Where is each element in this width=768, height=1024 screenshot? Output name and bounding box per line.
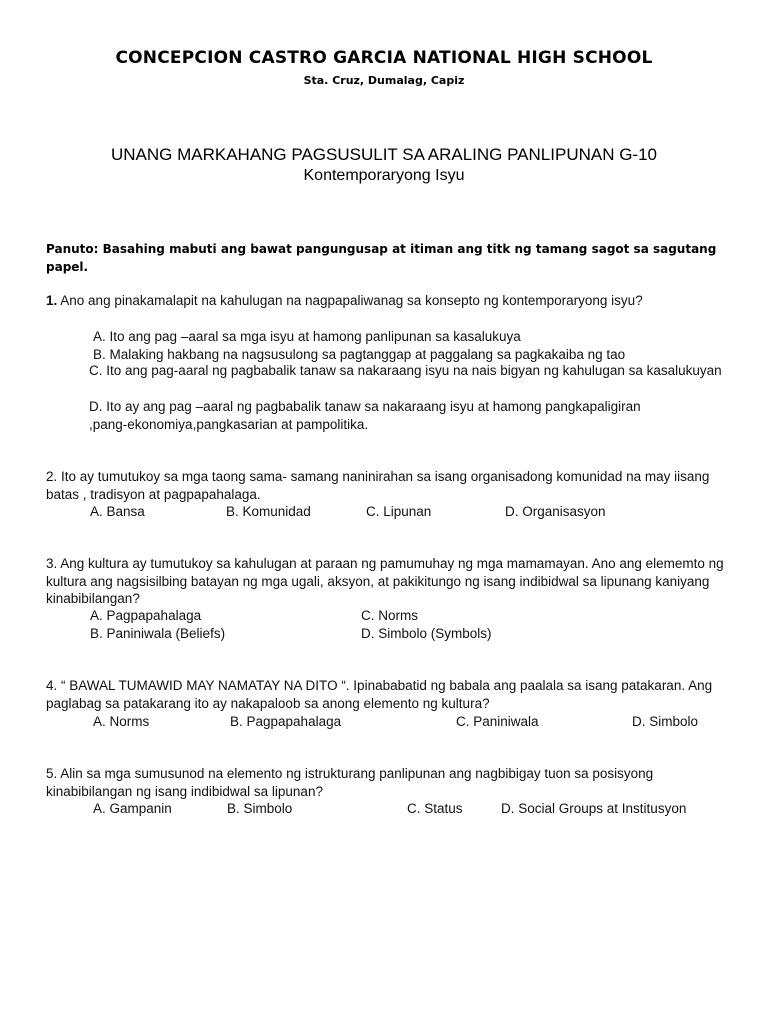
question-text: Ang kultura ay tumutukoy sa kahulugan at paraan ng pamumuhay ng mga mamamayan. Ano ang elememto ng kultura ang nagsisilbing batayan ng mga ugali, aksyon, at pakikitungo ng isang indibidwal sa lipunang kaniyang kinabibilangan?	[46, 556, 724, 606]
question-number: 4.	[46, 678, 58, 693]
question-number: 5.	[46, 766, 58, 781]
exam-subtitle: Kontemporaryong Isyu	[303, 167, 465, 184]
question-2	[46, 468, 730, 503]
question-4-option-c: C. Paniniwala	[456, 714, 539, 729]
question-2-option-c: C. Lipunan	[366, 504, 432, 519]
question-3-option-b: B. Paniniwala (Beliefs)	[90, 626, 226, 641]
question-number: 1.	[46, 293, 58, 308]
question-1-option-a: A. Ito ang pag –aaral sa mga isyu at hamong panlipunan sa kasalukuya	[93, 329, 521, 344]
question-number: 3.	[46, 556, 58, 571]
question-3-option-a: A. Pagpapahalaga	[90, 608, 202, 623]
question-5-option-d: D. Social Groups at Institusyon	[501, 801, 687, 816]
question-text: Alin sa mga sumusunod na elemento ng istrukturang panlipunan ang nagbibigay tuon sa posisyong kinabibilangan ng isang indibidwal sa lipunan?	[46, 766, 654, 799]
question-2-option-d: D. Organisasyon	[505, 504, 606, 519]
question-5-option-c: C. Status	[407, 801, 463, 816]
school-name: CONCEPCION CASTRO GARCIA NATIONAL HIGH SCHOOL	[115, 48, 653, 68]
question-2-option-a: A. Bansa	[90, 504, 145, 519]
question-4	[46, 677, 730, 712]
question-3	[46, 555, 730, 608]
question-4-option-d: D. Simbolo	[632, 714, 699, 729]
question-text: Ano ang pinakamalapit na kahulugan na nagpapaliwanag sa konsepto ng kontemporaryong isyu?	[60, 293, 643, 308]
instructions: Panuto: Basahing mabuti ang bawat pangungusap at itiman ang titk ng tamang sagot sa sagutang papel.	[46, 242, 717, 274]
question-5-option-a: A. Gampanin	[93, 801, 172, 816]
exam-title: UNANG MARKAHANG PAGSUSULIT SA ARALING PANLIPUNAN G-10	[110, 145, 658, 164]
question-2-option-b: B. Komunidad	[226, 504, 311, 519]
question-1-option-c: C. Ito ang pag-aaral ng pagbabalik tanaw sa nakaraang isyu na nais bigyan ng kahulugan sa kasalukuyan	[89, 363, 722, 378]
question-3-option-d: D. Simbolo (Symbols)	[361, 626, 492, 641]
question-number: 2.	[46, 469, 58, 484]
question-1	[46, 292, 730, 310]
question-1-option-b: B. Malaking hakbang na nagsusulong sa pagtanggap at paggalang sa pagkakaiba ng tao	[93, 347, 626, 362]
question-text: Ito ay tumutukoy sa mga taong sama- samang naninirahan sa isang organisadong komunidad na may iisang batas , tradisyon at pagpapahalaga.	[46, 469, 710, 502]
question-text: “ BAWAL TUMAWID MAY NAMATAY NA DITO “. Ipinababatid ng babala ang paalala sa isang patakaran. Ang paglabag sa patakarang ito ay nakapaloob sa anong elemento ng kultura?	[46, 678, 713, 711]
question-5	[46, 765, 730, 800]
question-4-option-b: B. Pagpapahalaga	[230, 714, 342, 729]
question-4-option-a: A. Norms	[93, 714, 150, 729]
question-5-option-b: B. Simbolo	[227, 801, 293, 816]
question-1-option-d: D. Ito ay ang pag –aaral ng pagbabalik tanaw sa nakaraang isyu at hamong pangkapaligiran ,pang-ekonomiya,pangkasarian at pampolitika.	[89, 399, 641, 432]
question-3-option-c: C. Norms	[361, 608, 418, 623]
school-address: Sta. Cruz, Dumalag, Capiz	[303, 74, 465, 87]
